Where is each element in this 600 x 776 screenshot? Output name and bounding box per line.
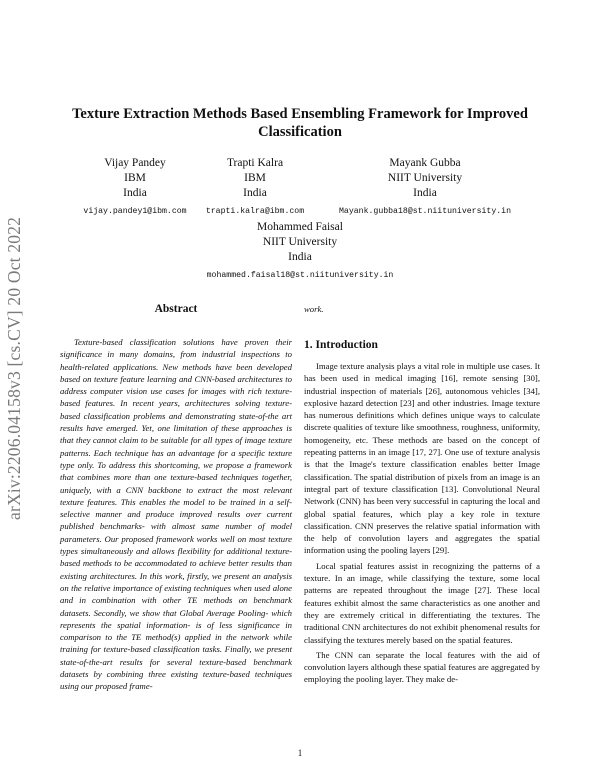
author-name: Vijay Pandey <box>104 157 166 169</box>
author-email[interactable]: vijay.pandey1@ibm.com <box>83 207 187 216</box>
author-affiliation: IBM <box>244 172 266 184</box>
author-name: Mayank Gubba <box>389 157 461 169</box>
author-email[interactable]: mohammed.faisal18@st.niituniversity.in <box>206 271 394 280</box>
author-email[interactable]: Mayank.gubba18@st.niituniversity.in <box>339 207 511 216</box>
paper-title: Texture Extraction Methods Based Ensembling Framework for Improved Classification <box>72 106 528 140</box>
author-name: Trapti Kalra <box>226 157 284 169</box>
body-paragraph: Image texture analysis plays a vital role in multiple use cases. It has been used in medical imaging [16], remote sensing [30], industrial inspection of materials [26], autonomous vehicles [34], explosive hazard detection [23] and other industries. Image texture has numerous definitions which defines unique ways to calculate discrete qualities of texture like smoothness, roughness, uniformity, homogeneity, etc. These methods are based on the concept of repeating patterns in an image [17, 27]. One use of texture analysis is that the Image's texture classification enables better Image classification. The spatial distribution of pixels from an image is an integral part of texture classification [13]. Convolutional Neural Network (CNN) has been very successful in capturing the local and global spatial features, which play a key role in texture classification. CNN preserves the relative spatial information with the help of convolution layers and aggregates the spatial information using the pooling layers [29]. <box>304 361 540 556</box>
introduction-body <box>304 360 540 689</box>
abstract-heading: Abstract <box>154 303 198 315</box>
abstract-body <box>60 336 292 693</box>
body-paragraph: Local spatial features assist in recognizing the patterns of a texture. In an image, while classifying the texture, some local patterns are repeated throughout the image [27]. These local features exhibit almost the same characteristics as one another and they are extremely critical in differentiating the textures. The traditional CNN architectures do not exhibit phenomenal results for classifying the textures merely based on the spatial features. <box>304 560 540 645</box>
author-block <box>325 156 525 219</box>
author-block <box>180 220 420 283</box>
author-country: India <box>123 187 147 199</box>
author-country: India <box>413 187 437 199</box>
author-country: India <box>288 251 312 263</box>
author-affiliation: IBM <box>124 172 146 184</box>
abstract-paragraph: Texture-based classification solutions have proven their significance in many domains, from industrial inspections to health-related applications. New methods have been developed based on texture feature learning and CNN-based architectures to address computer vision use cases for images with rich texture-based features. In recent years, architectures solving texture-based classification problems and demonstrating state-of-the art results have emerged. Yet, one limitation of these approaches is that they cannot claim to be suitable for all types of image texture patterns. Each technique has an advantage for a specific texture type only. To address this shortcoming, we propose a framework that combines more than one texture-based techniques together, uniquely, with a CNN backbone to extract the most relevant texture features. This enables the model to be trained in a self-selective manner and produce improved results over current published benchmarks- with almost same number of model parameters. Our proposed framework works well on most texture types simultaneously and allows flexibility for additional texture-based methods to be accommodated to achieve better results than existing architectures. In this work, firstly, we present an analysis on the relative importance of existing techniques when used alone and in combination with other TE methods on benchmark datasets. Secondly, we show that Global Average Pooling- which represents the spatial information- is of less significance in comparison to the TE method(s) applied in the network while training for texture-based classification tasks. Finally, we present state-of-the-art results for several texture-based benchmark datasets by combining three existing texture-based techniques using our proposed frame- <box>60 337 292 692</box>
author-name: Mohammed Faisal <box>257 221 343 233</box>
body-paragraph: The CNN can separate the local features with the aid of convolution layers although these spatial features are aggregated by employing the pooling layer. They make de- <box>304 649 540 685</box>
author-email[interactable]: trapti.kalra@ibm.com <box>205 207 305 216</box>
abstract-continuation: work. <box>304 304 324 314</box>
author-country: India <box>243 187 267 199</box>
author-block <box>175 156 335 219</box>
author-affiliation: NIIT University <box>262 236 338 248</box>
arxiv-identifier: arXiv:2206.04158v3 [cs.CV] 20 Oct 2022 <box>4 216 24 520</box>
page-number: 1 <box>297 748 303 758</box>
section-heading-introduction: 1. Introduction <box>304 339 378 351</box>
author-affiliation: NIIT University <box>387 172 463 184</box>
